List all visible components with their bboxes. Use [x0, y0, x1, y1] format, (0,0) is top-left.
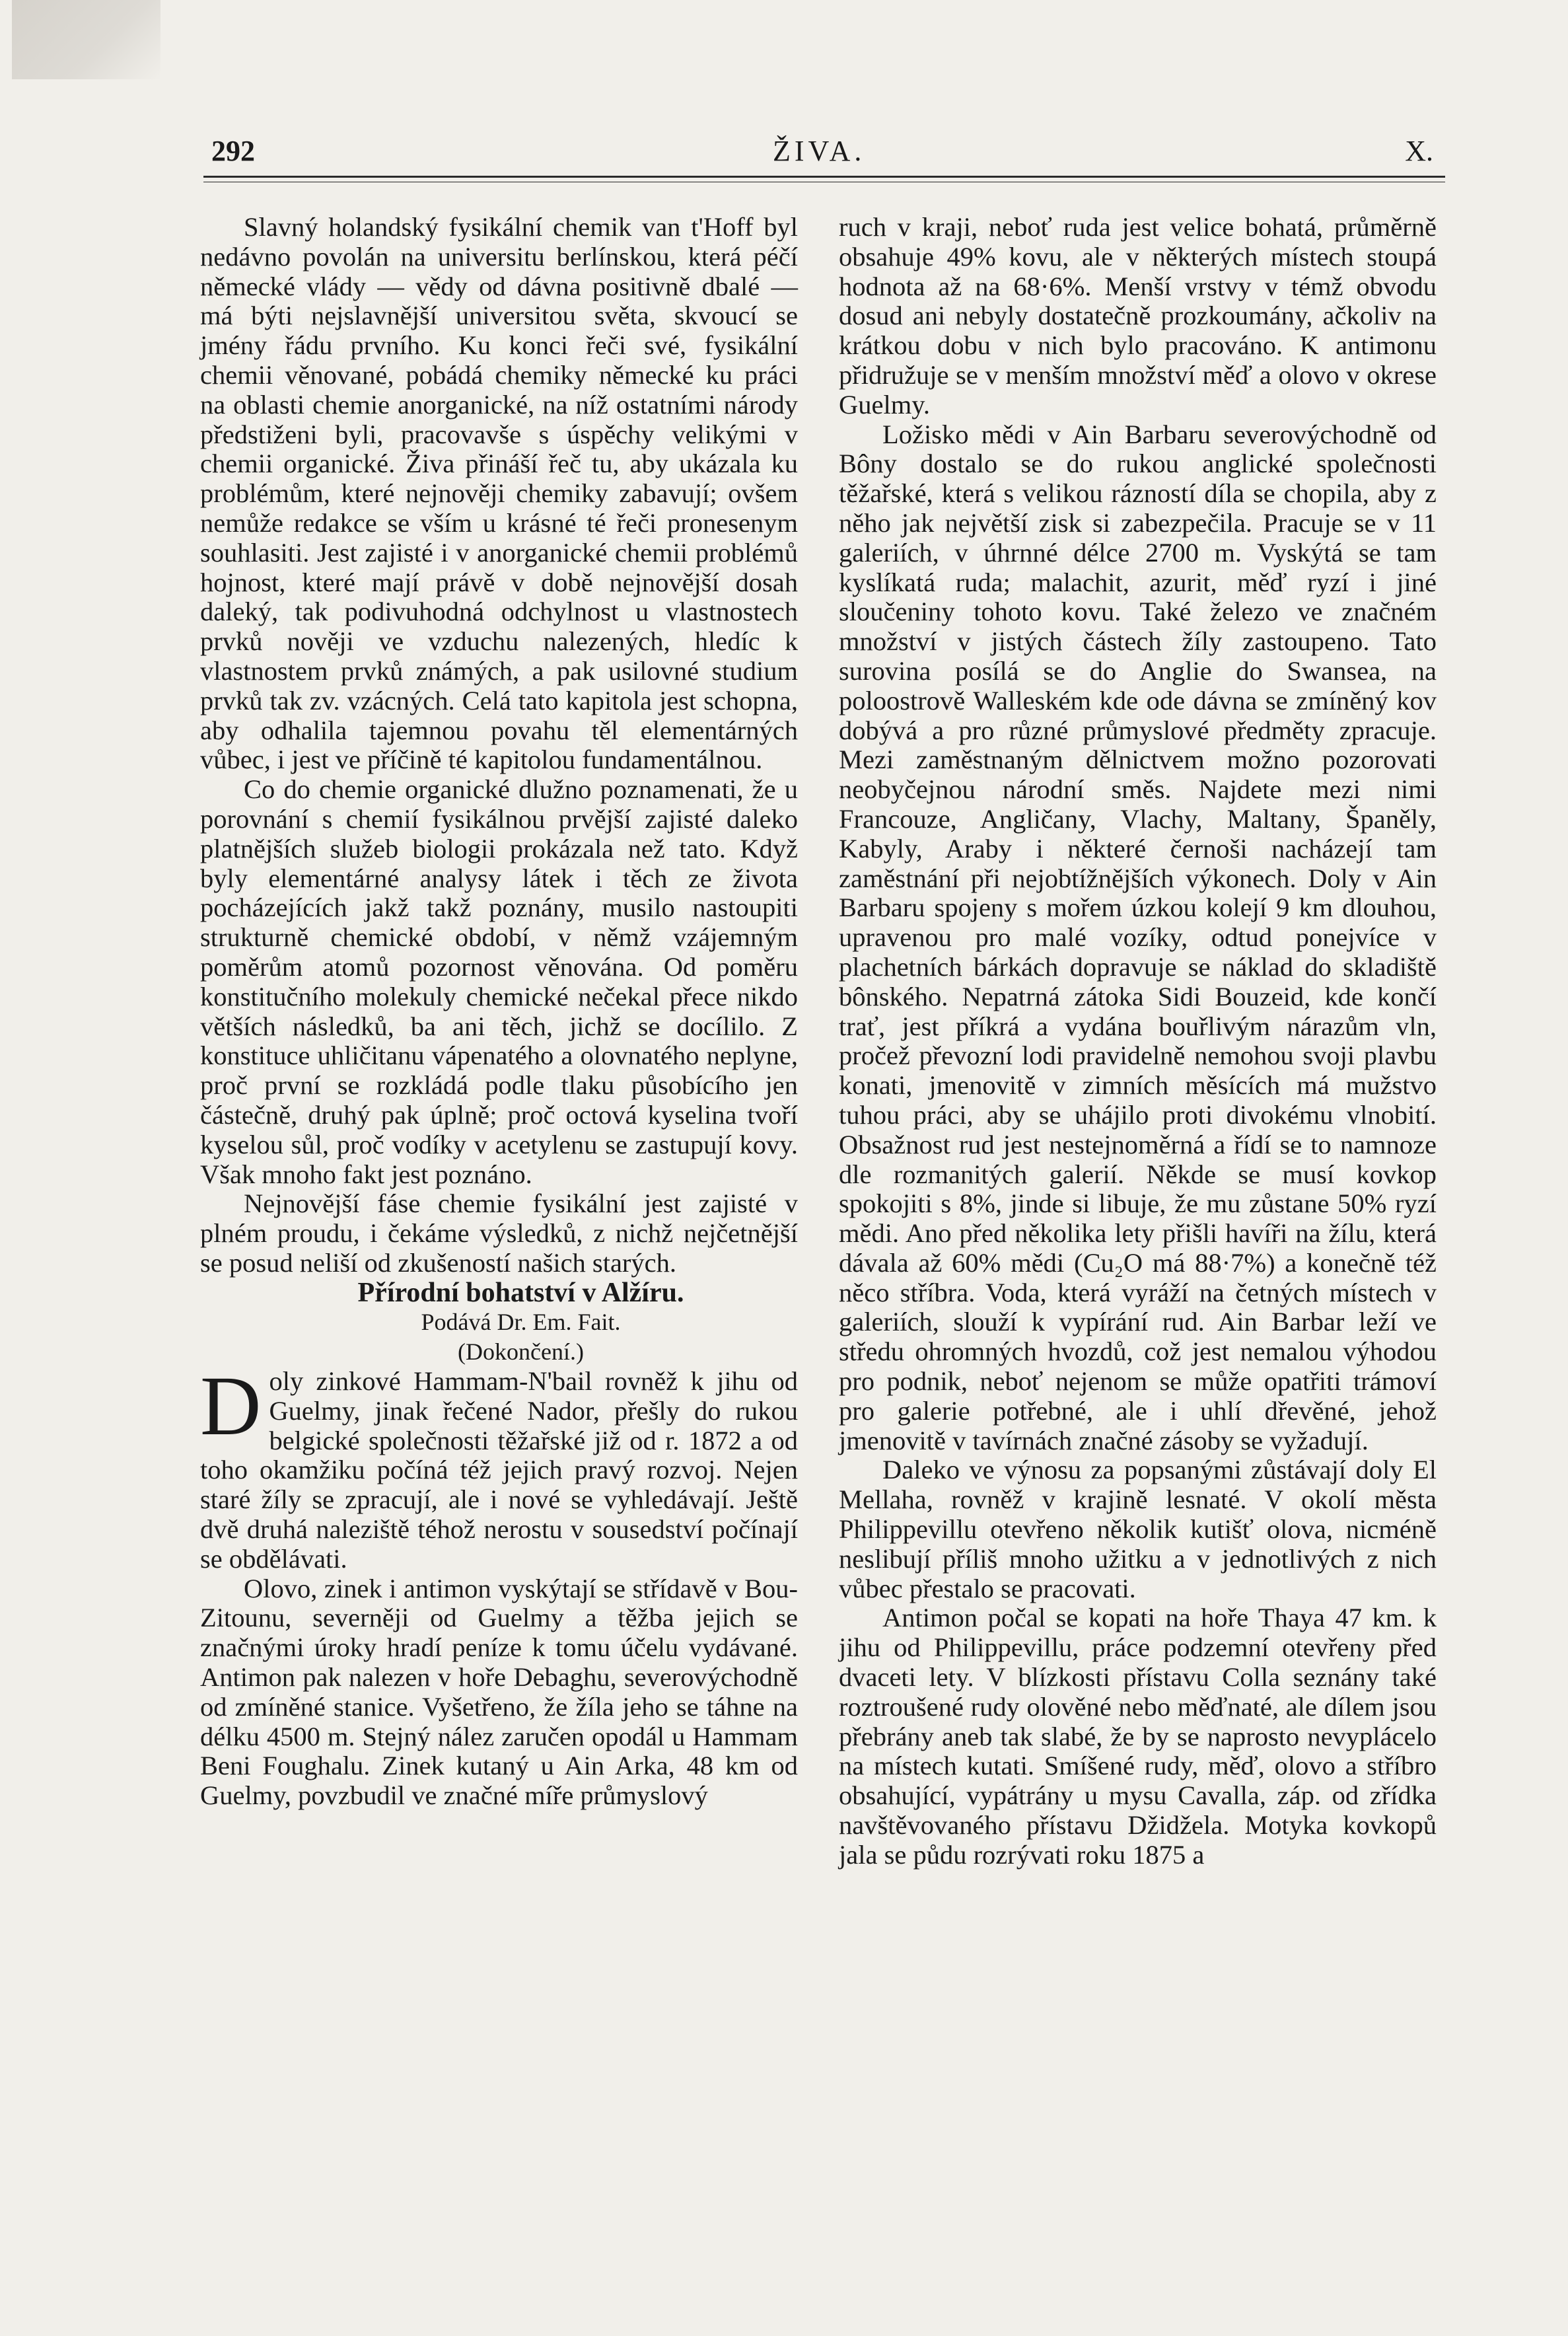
byline: Podává Dr. Em. Fait.	[421, 1309, 621, 1336]
page-number: 292	[211, 135, 255, 167]
paragraph: Nejnovější fáse chemie fysikální jest zajisté v plném proudu, i čekáme výsledků, z nichž nejčetnější se posud neliší od zkušeností našich starých.	[200, 1188, 798, 1278]
paragraph: Co do chemie organické dlužno poznamenati, že u porovnání s chemií fysikálnou prvější zajisté daleko platnějších služeb biologii prokázala než tato. Když byly elementárné analysy látek i těch ze života pocházejících jakž takž poznány, musilo nastoupiti strukturně chemické období, v němž vzájemným poměrům atomů pozornost věnována. Od poměru konstitučního molekuly chemické nečekal přece nikdo větších následků, ba ani těch, jichž se docílilo. Z konstituce uhličitanu vápenatého a olovnatého neplyne, proč první se rozkládá podle tlaku působícího jen částečně, druhý pak úplně; proč octová kyselina tvoří kyselou sůl, proč vodíky v acetylenu se zastupují kovy. Však mnoho fakt jest poznáno.	[200, 774, 798, 1189]
section-title: Přírodní bohatství v Alžíru.	[357, 1277, 684, 1308]
paragraph: Olovo, zinek i antimon vyskýtají se střídavě v Bou-Zitounu, severněji od Guelmy a těžba jejich se značnými úroky hradí peníze k tomu účelu vydávané. Antimon pak nalezen v hoře Debaghu, severovýchodně od zmíněné stanice. Vyšetřeno, že žíla jeho se táhne na délku 4500 m. Stejný nález zaručen opodál u Hammam Beni Foughalu. Zinek kutaný u Ain Arka, 48 km od Guelmy, povzbudil ve značné míře průmyslový	[200, 1573, 798, 1811]
page-header	[203, 129, 1445, 175]
paragraph-text: oly zinkové Hammam-N'bail rovněž k jihu od Guelmy, jinak řečené Nador, přešly do rukou belgické společnosti těžařské již od r. 1872 a od toho okamžiku počíná též jejich pravý rozvoj. Nejen staré žíly se zpracují, ale i nové se vyhledávají. Ještě dvě druhá naleziště téhož nerostu v sousedství počínají se obdělávati.	[200, 1366, 798, 1574]
journal-title: ŽIVA.	[773, 135, 866, 167]
paragraph: Antimon počal se kopati na hoře Thaya 47 km. k jihu od Philippevillu, práce podzemní otevřeny před dvaceti lety. V blízkosti přístavu Colla seznány také roztroušené rudy olověné nebo měďnaté, ale dílem jsou přebrány aneb tak slabé, že by se naprosto nevyplácelo na místech kutati. Smíšené rudy, měď, olovo a stříbro obsahující, vypátrány u mysu Cavalla, záp. od zřídka navštěvovaného přístavu Džidžela. Motyka kovkopů jala se půdu rozrývati roku 1875 a	[839, 1603, 1437, 1870]
scan-corner-mark	[12, 0, 160, 79]
paragraph: ruch v kraji, neboť ruda jest velice bohatá, průměrně obsahuje 49% kovu, ale v některých místech stoupá hodnota až na 68·6%. Menší vrstvy v témž obvodu dosud ani nebyly dostatečně prozkoumány, ačkoliv na krátkou dobu v nich bylo pracováno. K antimonu přidružuje se v menším množství měď a olovo v okrese Guelmy.	[839, 212, 1437, 420]
paragraph: Slavný holandský fysikální chemik van t'Hoff byl nedávno povolán na universitu berlínskou, která péčí německé vlády — vědy od dávna positivně dbalé — má býti nejslavnější universitou světa, skvoucí se jmény řádu prvního. Ku konci řeči své, fysikální chemii věnované, pobádá chemiky německé ku práci na oblasti chemie anorganické, na níž ostatními národy předstiženi byli, pracovavše s úspěchy velikými v chemii organické. Živa přináší řeč tu, aby ukázala ku problémům, které nejnověji chemiky zabavují; ovšem nemůže redakce se vším u krásné té řeči pronesenym souhlasiti. Jest zajisté i v anorganické chemii problémů hojnost, které mají právě v době nejnovější dosah daleký, tak podivuhodná odchylnost u vlastnostech prvků nověji ve vzduchu nalezených, hledíc k vlastnostem prvků známých, a pak usilovné studium prvků tak zv. vzácných. Celá tato kapitola jest schopna, aby odhalila tajemnou povahu těl elementárných vůbec, i jest ve příčině té kapitolou fundamentálnou.	[200, 212, 798, 775]
right-column	[839, 213, 1437, 1870]
paragraph	[200, 1359, 798, 1574]
header-rule	[203, 176, 1445, 182]
volume-number: X.	[1405, 135, 1433, 167]
drop-cap: D	[200, 1359, 262, 1453]
paragraph: Daleko ve výnosu za popsanými zůstávají doly El Mellaha, rovněž v krajině lesnaté. V okolí města Philippevillu otevřeno několik kutišť olova, nicméně neslibují příliš mnoho užitku a v jednotlivých z nich vůbec přestalo se pracovati.	[839, 1455, 1437, 1603]
paragraph: Ložisko mědi v Ain Barbaru severovýchodně od Bôny dostalo se do rukou anglické společnosti těžařské, která s velikou rázností díla se chopila, aby z něho jak největší zisk si zabezpečila. Pracuje se v 11 galeriích, v úhrnné délce 2700 m. Vyskýtá se tam kyslíkatá ruda; malachit, azurit, měď ryzí i jiné sloučeniny tohoto kovu. Také železo ve značném množství v jistých částech žíly zastoupeno. Tato surovina posílá se do Anglie do Swansea, na poloostrově Walleském kde ode dávna se zmíněný kov dobývá a pro různé průmyslové předměty zpracuje. Mezi zaměstnaným dělnictvem možno pozorovati neobyčejnou národní směs. Najdete mezi nimi Francouze, Angličany, Vlachy, Maltany, Španěly, Kabyly, Araby i některé černoši nacházejí tam zaměstnání při nejobtížnějších výkonech. Doly v Ain Barbaru spojeny s mořem úzkou kolejí 9 km dlouhou, upravenou pro malé vozíky, odtud ponejvíce v plachetních bárkách dopravuje se náklad do skladiště bônského. Nepatrná zátoka Sidi Bouzeid, kde končí trať, jest příkrá a vydána bouřlivým nárazům vln, pročež převozní lodi pravidelně nemohou svoji plavbu konati, jmenovitě v zimních měsících má mužstvo tuhou práci, aby se uhájilo proti divokému vlnobití. Obsažnost rud jest nestejnoměrná a řídí se to namnoze dle rozmanitých galerií. Někde se musí kovkop spokojiti s 8%, jinde si libuje, že mu zůstane 50% ryzí mědi. Ano před několika lety přišli havíři na žílu, která dávala až 60% mědi (Cu₂O má 88·7%) a konečně též něco stříbra. Voda, která vyráží na četných místech v galeriích, slouží k vypírání rud. Ain Barbar leží ve středu ohromných hvozdů, což jest nemalou výhodou pro podnik, neboť nejenom se může opatřiti trámoví pro galerie potřebné, ale i uhlí dřevěné, jehož jmenovitě v tavírnách značné zásoby se vyžadují.	[839, 419, 1437, 1455]
left-column	[200, 213, 798, 1811]
continuation-note: (Dokončení.)	[458, 1338, 584, 1366]
